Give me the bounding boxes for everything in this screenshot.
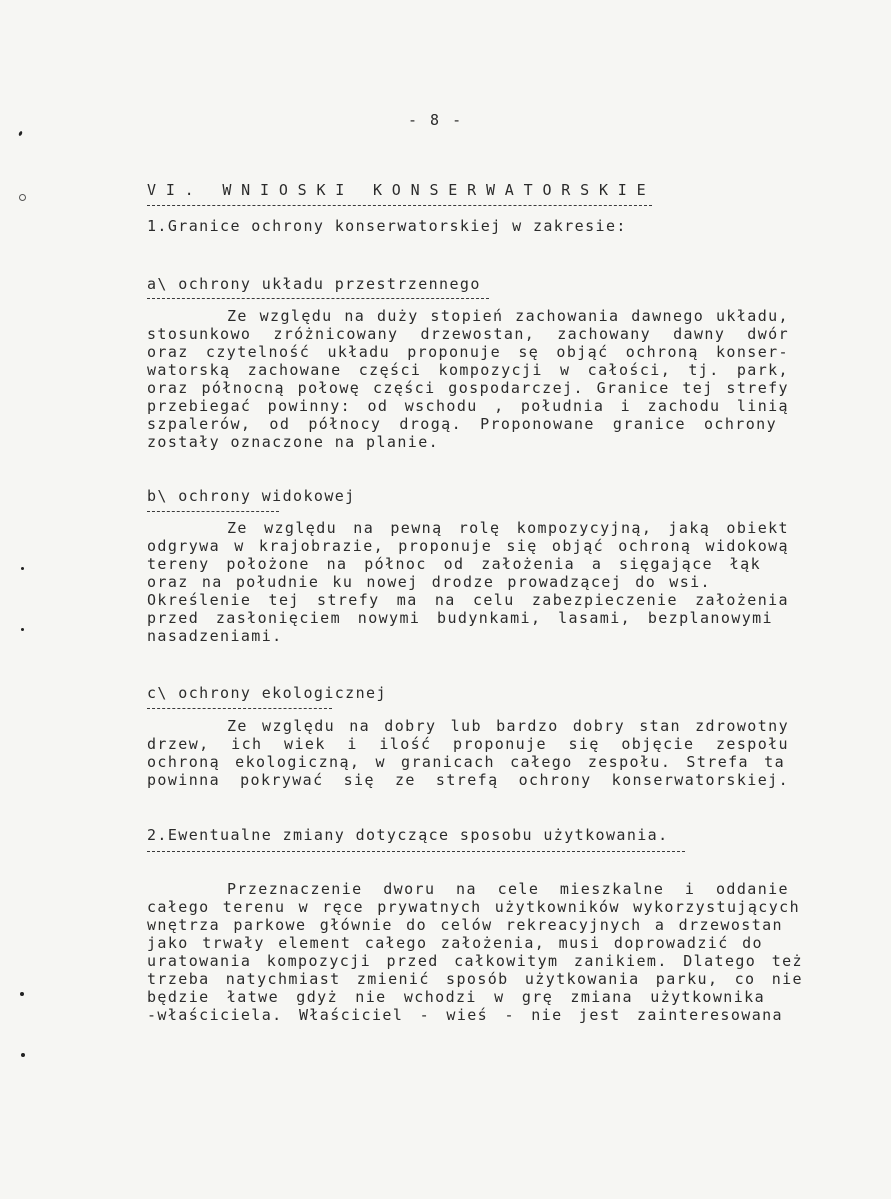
para-a-line: przebiegać powinny: od wschodu , południa i zachodu linią — [147, 397, 789, 415]
para-b-line: oraz na południe ku nowej drodze prowadzącej do wsi. — [147, 573, 711, 591]
subsection-a-underline — [147, 298, 489, 299]
para-a-line: watorską zachowane części kompozycji w całości, tj. park, — [147, 361, 789, 379]
scan-speck — [21, 1053, 25, 1057]
para-2-line: całego terenu w ręce prywatnych użytkowników wykorzystujących — [147, 898, 800, 916]
para-2-line: uratowania kompozycji przed całkowitym zanikiem. Dlatego też — [147, 952, 803, 970]
para-b-line: Ze względu na pewną rolę kompozycyjną, jaką obiekt — [227, 519, 789, 537]
scan-speck — [19, 194, 26, 201]
subsection-b-title: b\ ochrony widokowej — [147, 487, 356, 505]
section2-underline — [147, 851, 685, 852]
para-a-line: szpalerów, od północy drogą. Proponowane granice ochrony — [147, 415, 777, 433]
para-2-line: Przeznaczenie dworu na cele mieszkalne i oddanie — [227, 880, 789, 898]
subsection-a-title: a\ ochrony układu przestrzennego — [147, 275, 481, 293]
para-b-line: nasadzeniami. — [147, 627, 283, 645]
para-c-line: powinna pokrywać się ze strefą ochrony konserwatorskiej. — [147, 771, 789, 789]
scan-speck — [21, 567, 24, 570]
subsection-b-underline — [147, 511, 279, 512]
para-a-line: zostały oznaczone na planie. — [147, 433, 440, 451]
section-heading: VI. WNIOSKI KONSERWATORSKIE — [147, 181, 656, 199]
para-a-line: stosunkowo zróżnicowany drzewostan, zachowany dawny dwór — [147, 325, 789, 343]
para-b-line: przed zasłonięciem nowymi budynkami, lasami, bezplanowymi — [147, 609, 773, 627]
heading-underline — [147, 205, 652, 206]
para-2-line: -właściciela. Właściciel - wieś - nie jest zainteresowana — [147, 1006, 783, 1024]
para-a-line: oraz czytelność układu proponuje sę objąć ochroną konser- — [147, 343, 789, 361]
section2-title: 2.Ewentualne zmiany dotyczące sposobu użytkowania. — [147, 826, 669, 844]
page-number: - 8 - — [408, 111, 464, 129]
para-b-line: tereny położone na północ od założenia a sięgające łąk — [147, 555, 761, 573]
para-b-line: Określenie tej strefy ma na celu zabezpieczenie założenia — [147, 591, 789, 609]
para-2-line: jako trwały element całego założenia, musi doprowadzić do — [147, 934, 763, 952]
section1-title: 1.Granice ochrony konserwatorskiej w zakresie: — [147, 217, 627, 235]
para-2-line: wnętrza parkowe głównie do celów rekreacyjnych a drzewostan — [147, 916, 783, 934]
para-2-line: będzie łatwe gdyż nie wchodzi w grę zmiana użytkownika — [147, 988, 765, 1006]
subsection-c-title: c\ ochrony ekologicznej — [147, 684, 387, 702]
para-c-line: ochroną ekologiczną, w granicach całego zespołu. Strefa ta — [147, 753, 785, 771]
para-c-line: drzew, ich wiek i ilość proponuje się objęcie zespołu — [147, 735, 789, 753]
para-2-line: trzeba natychmiast zmienić sposób użytkowania parku, co nie — [147, 970, 803, 988]
para-a-line: oraz północną połowę części gospodarczej. Granice tej strefy — [147, 379, 789, 397]
scan-speck — [20, 992, 24, 996]
subsection-c-underline — [147, 708, 332, 709]
para-a-line: Ze względu na duży stopień zachowania dawnego układu, — [227, 307, 789, 325]
para-c-line: Ze względu na dobry lub bardzo dobry stan zdrowotny — [227, 717, 789, 735]
para-b-line: odgrywa w krajobrazie, proponuje się objąć ochroną widokową — [147, 537, 789, 555]
scan-speck — [21, 628, 24, 631]
scan-speck — [18, 131, 23, 137]
